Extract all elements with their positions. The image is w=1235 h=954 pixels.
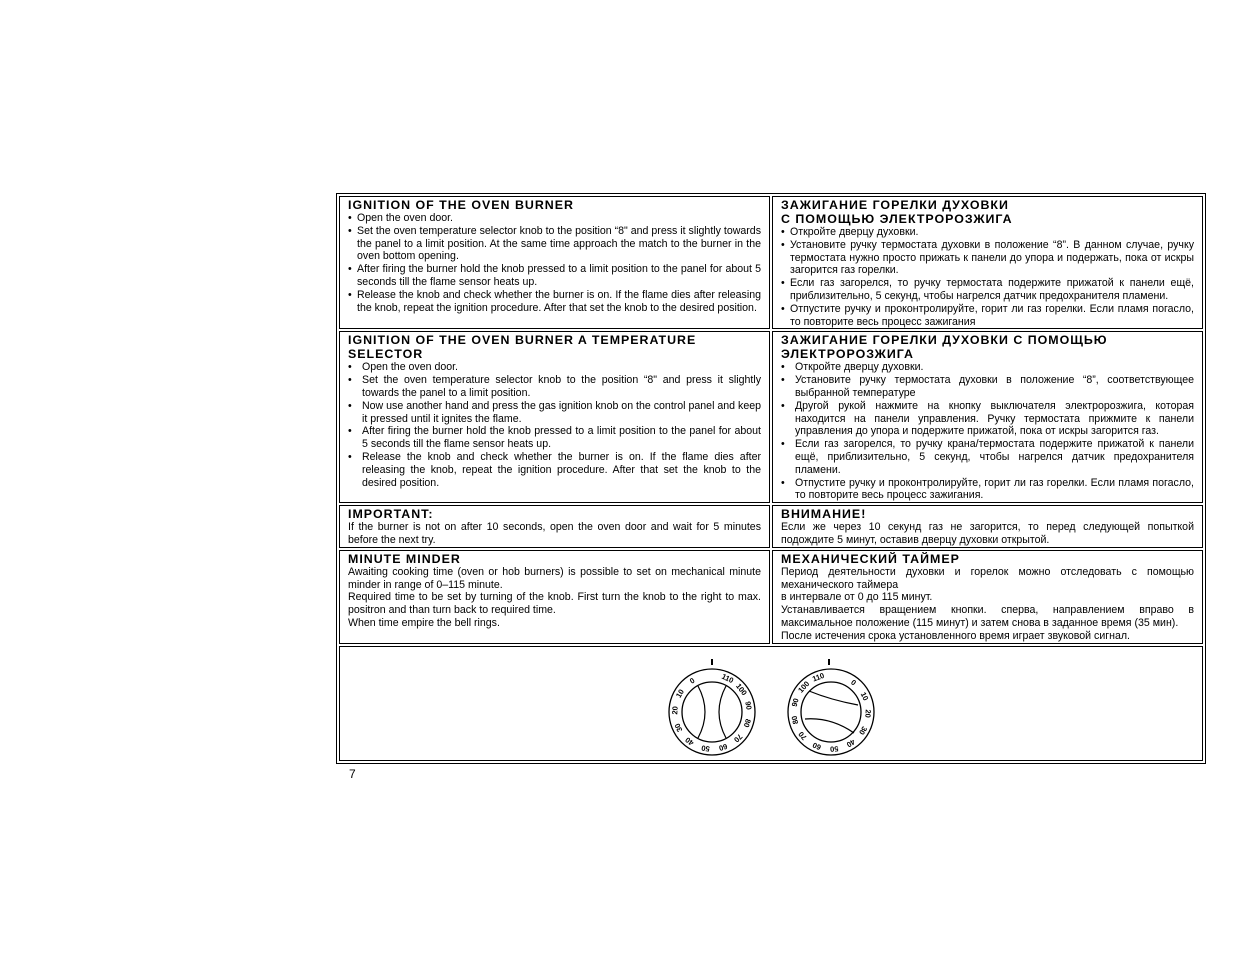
list-item: • Если газ загорелся, то ручку крана/термостата подержите прижатой к панели ещё, приблизительно, 5 секунд, чтобы нагрелся датчик предохранителя пламени. bbox=[781, 438, 1194, 476]
important-ru-title: ВНИМАНИЕ! bbox=[781, 507, 867, 522]
knob-dial-label: 50 bbox=[700, 742, 711, 754]
list-item: • Если газ загорелся, то ручку термостата подержите прижатой к панели ещё, приблизительно, 5 секунд, чтобы нагрелся датчик предохранителя пламени. bbox=[781, 277, 1194, 303]
oven-burner-ru-title-line2: С ПОМОЩЬЮ ЭЛЕКТРОРОЗЖИГА bbox=[781, 212, 1013, 226]
important-en-text: If the burner is not on after 10 seconds, open the oven door and wait for 5 minutes before the next try. bbox=[348, 521, 761, 546]
list-item: • Release the knob and check whether the burner is on. If the flame dies after releasing the knob, repeat the ignition procedure. After that set the knob to the desired position. bbox=[348, 451, 761, 489]
minute-minder-ru-cell bbox=[772, 550, 1203, 644]
knob-dial-label: 90 bbox=[789, 696, 801, 708]
knob-dial-label: 0 bbox=[687, 675, 697, 686]
knob-dial-label: 90 bbox=[743, 700, 754, 711]
knob-dial-label: 10 bbox=[673, 687, 686, 699]
timer-knob-right-icon bbox=[788, 659, 874, 755]
knob-dial-label: 30 bbox=[672, 721, 685, 733]
knob-dial-label: 70 bbox=[732, 731, 745, 744]
timer-knob-left-icon bbox=[669, 659, 755, 755]
minute-minder-en-cell bbox=[339, 550, 770, 644]
knob-dial-label: 20 bbox=[670, 705, 680, 715]
list-item: • Откройте дверцу духовки. bbox=[781, 226, 1194, 239]
knob-dial-label: 40 bbox=[844, 736, 857, 749]
oven-burner-en-cell bbox=[339, 196, 770, 329]
minute-minder-ru-p1: Период деятельности духовки и горелок можно отследовать с помощью механического таймера bbox=[781, 565, 1194, 591]
oven-burner-en-list bbox=[348, 212, 761, 314]
list-item: • Open the oven door. bbox=[348, 361, 761, 374]
temperature-selector-ru-cell bbox=[772, 331, 1203, 503]
minute-minder-en-p2: Required time to be set by turning of the knob. First turn the knob to the right to max. positron and than turn back to required time. bbox=[348, 591, 761, 617]
section-diagram-row bbox=[339, 646, 1203, 761]
section-oven-burner-row bbox=[339, 196, 1203, 329]
list-item: • After firing the burner hold the knob pressed to a limit position to the panel for about 5 seconds till the flame sensor heats up. bbox=[348, 425, 761, 451]
list-item: • Отпустите ручку и проконтролируйте, горит ли газ горелки. Если пламя погасло, то повторите весь процесс зажигания. bbox=[781, 477, 1194, 503]
knob-dial-label: 50 bbox=[829, 743, 839, 754]
minute-minder-ru-p3: Устанавливается вращением кнопки. сперва, направлением вправо в максимальное положение (115 минут) и затем снова в заданное время (35 мин). bbox=[781, 604, 1194, 629]
knob-dial-label: 100 bbox=[796, 678, 812, 695]
timer-knob-diagram bbox=[668, 653, 888, 759]
list-item: • Откройте дверцу духовки. bbox=[781, 361, 1194, 374]
section-important-row bbox=[339, 505, 1203, 548]
minute-minder-ru-p4: После истечения срока установленного время играет звуковой сигнал. bbox=[781, 629, 1130, 642]
minute-minder-en-p1: Awaiting cooking time (oven or hob burners) is possible to set on mechanical minute minder in range of 0–115 minute. bbox=[348, 565, 761, 591]
temperature-selector-ru-title-line1: ЗАЖИГАНИЕ ГОРЕЛКИ ДУХОВКИ С ПОМОЩЬЮ bbox=[781, 333, 1108, 348]
oven-burner-ru-cell bbox=[772, 196, 1203, 329]
knob-dial-label: 0 bbox=[849, 677, 858, 687]
knob-dial-label: 60 bbox=[717, 741, 729, 753]
temperature-selector-en-title-line1: IGNITION OF THE OVEN BURNER A TEMPERATURE bbox=[348, 333, 697, 348]
instruction-table bbox=[336, 193, 1206, 764]
list-item: • Release the knob and check whether the burner is on. If the flame dies after releasing the knob, repeat the ignition procedure. After that set the knob to the desired position. bbox=[348, 289, 761, 315]
important-en-cell bbox=[339, 505, 770, 548]
list-item: • Отпустите ручку и проконтролируйте, горит ли газ горелки. Если пламя погасло, то повторите весь процесс зажигания bbox=[781, 303, 1194, 329]
minute-minder-en-title: MINUTE MINDER bbox=[348, 551, 461, 566]
minute-minder-en-p3: When time empire the bell rings. bbox=[348, 616, 500, 629]
important-en-title: IMPORTANT: bbox=[348, 507, 434, 522]
minute-minder-ru-title: МЕХАНИЧЕСКИЙ ТАЙМЕР bbox=[781, 551, 960, 566]
knob-dial-label: 80 bbox=[741, 717, 753, 729]
knob-diagram-cell bbox=[339, 646, 1203, 761]
knob-dial-label: 100 bbox=[734, 681, 749, 697]
page-number: 7 bbox=[349, 767, 356, 781]
list-item: • Set the oven temperature selector knob to the position “8" and press it slightly towards the panel to a limit position. At the same time approach the match to the burner in the oven bottom opening. bbox=[348, 225, 761, 263]
minute-minder-ru-p2: в интервале от 0 до 115 минут. bbox=[781, 591, 933, 604]
list-item: • After firing the burner hold the knob pressed to a limit position to the panel for about 5 seconds till the flame sensor heats up. bbox=[348, 263, 761, 289]
knob-dial-label: 30 bbox=[857, 724, 870, 736]
list-item: • Установите ручку термостата духовки в положение “8”. В данном случае, ручку термостата нужно просто прижать к панели до упора и подержать, пока от искры загорится газ горелки. bbox=[781, 239, 1194, 277]
important-ru-cell bbox=[772, 505, 1203, 548]
knob-dial-label: 110 bbox=[811, 670, 826, 684]
temperature-selector-en-title-line2: SELECTOR bbox=[348, 347, 424, 362]
list-item: • Now use another hand and press the gas ignition knob on the control panel and keep it pressed until it ignites the flame. bbox=[348, 400, 761, 426]
list-item: • Set the oven temperature selector knob to the position “8" and press it slightly towards the panel to a limit position. bbox=[348, 374, 761, 400]
knob-dial-label: 110 bbox=[720, 671, 736, 685]
list-item: • Установите ручку термостата духовки в положение “8”, соответствующее выбранной температуре bbox=[781, 374, 1194, 400]
knob-dial-label: 10 bbox=[858, 690, 871, 702]
knob-dial-label: 20 bbox=[863, 708, 873, 718]
knob-dial-label: 80 bbox=[789, 714, 801, 725]
temperature-selector-en-list bbox=[348, 361, 761, 489]
oven-burner-ru-list bbox=[781, 226, 1194, 328]
knob-dial-label: 40 bbox=[683, 734, 696, 748]
knob-dial-label: 70 bbox=[796, 729, 809, 742]
knob-dial-label: 60 bbox=[811, 739, 823, 752]
list-item: • Другой рукой нажмите на кнопку выключателя электророзжига, которая находится на панели управления. Ручку термостата прижмите к панели управления до упора и подержите прижатой, пока от искры загорится газ. bbox=[781, 400, 1194, 438]
temperature-selector-ru-list bbox=[781, 361, 1194, 502]
section-temperature-selector-row bbox=[339, 331, 1203, 503]
important-ru-text: Если же через 10 секунд газ не загорится, то перед следующей попыткой подождите 5 минут, оставив дверцу духовки открытой. bbox=[781, 521, 1194, 546]
list-item: • Open the oven door. bbox=[348, 212, 761, 225]
temperature-selector-en-cell bbox=[339, 331, 770, 503]
section-minute-minder-row bbox=[339, 550, 1203, 644]
oven-burner-en-title: IGNITION OF THE OVEN BURNER bbox=[348, 198, 574, 212]
temperature-selector-ru-title-line2: ЭЛЕКТРОРОЗЖИГА bbox=[781, 347, 914, 362]
oven-burner-ru-title-line1: ЗАЖИГАНИЕ ГОРЕЛКИ ДУХОВКИ bbox=[781, 198, 1009, 212]
